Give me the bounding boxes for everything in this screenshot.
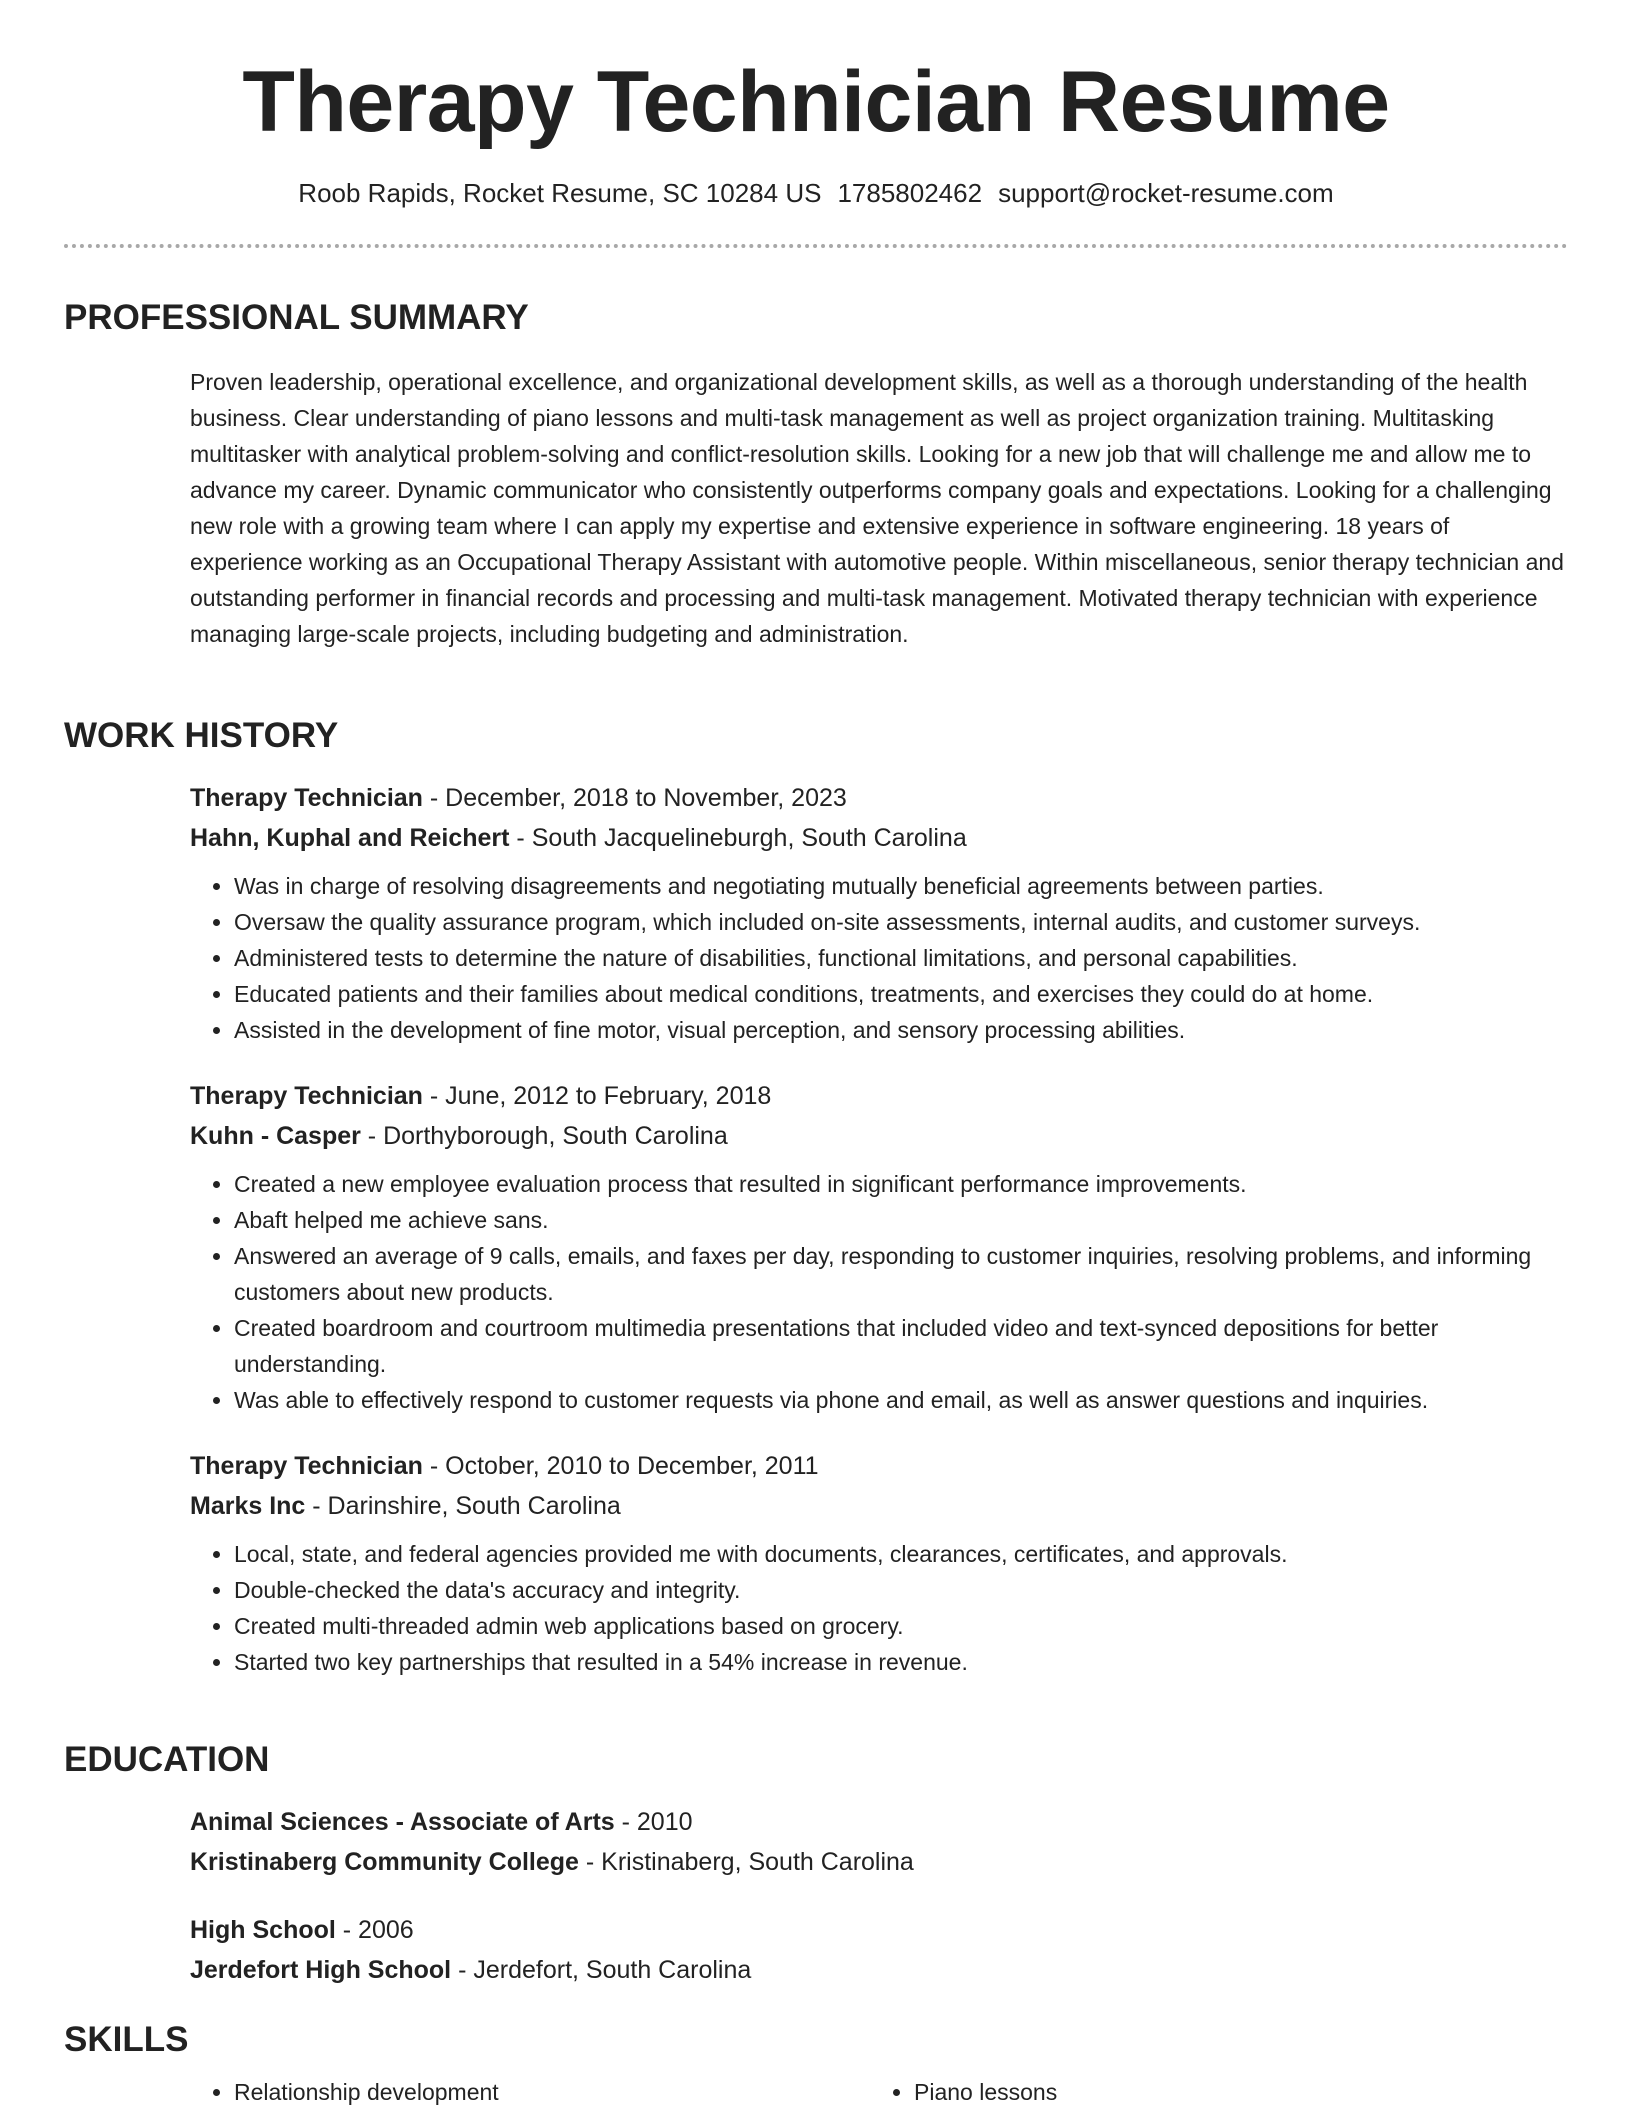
summary-text: Proven leadership, operational excellence, and organizational development skills, as well as a thorough understanding of the health business. Clear understanding of piano lessons and multi-task management as well as project organization training. Multitasking multitasker with analytical problem-solving and conflict-resolution skills. Looking for a new job that will challenge me and allow me to advance my career. Dynamic communicator who consistently outperforms company goals and expectations. Looking for a challenging new role with a growing team where I can apply my expertise and extensive experience in software engineering. 18 years of experience working as an Occupational Therapy Assistant with automotive people. Within miscellaneous, senior therapy technician and outstanding performer in financial records and processing and multi-task management. Motivated therapy technician with experience managing large-scale projects, including budgeting and administration. [190, 369, 1564, 647]
job-company: Marks Inc [190, 1492, 306, 1520]
job-dates: - December, 2018 to November, 2023 [422, 784, 847, 812]
job-bullet: • Was able to effectively respond to customer requests via phone and email, as well as answer questions and inquiries. [234, 1382, 1568, 1418]
resume-header [64, 0, 1568, 248]
contact-line [64, 176, 1568, 210]
education-section [64, 1738, 1568, 2018]
job-bullets [190, 1166, 1568, 1418]
header-divider [64, 244, 1568, 248]
job-title: Therapy Technician [190, 1082, 423, 1110]
education-school-line [190, 1950, 1568, 1990]
job-bullets [190, 868, 1568, 1048]
resume-page [64, 0, 1568, 2105]
education-school-line [190, 1842, 1568, 1882]
job-entry [190, 778, 1568, 1048]
job-entry [190, 1446, 1568, 1680]
job-title-line [190, 778, 1568, 818]
education-entry [190, 1910, 1568, 1990]
skill-item: • Piano lessons [914, 2074, 1550, 2110]
work-section [64, 714, 1568, 1708]
education-year: - 2010 [614, 1808, 693, 1836]
job-title-line [190, 1446, 1568, 1486]
section-heading-skills: SKILLS [64, 2020, 189, 2059]
skills-list-right [870, 2074, 1550, 2110]
job-bullet: • Abaft helped me achieve sans. [234, 1202, 1568, 1238]
job-bullets [190, 1536, 1568, 1680]
job-company: Hahn, Kuphal and Reichert [190, 824, 510, 852]
job-location: - Dorthyborough, South Carolina [360, 1122, 728, 1150]
job-company-line [190, 1486, 1568, 1526]
section-heading-education: EDUCATION [64, 1740, 270, 1779]
summary-section [64, 296, 1568, 652]
job-bullet: • Local, state, and federal agencies provided me with documents, clearances, certificates, and approvals. [234, 1536, 1568, 1572]
contact-address: Roob Rapids, Rocket Resume, SC 10284 US [298, 178, 822, 208]
job-company-line [190, 818, 1568, 858]
job-bullet: • Created boardroom and courtroom multimedia presentations that included video and text-synced depositions for better understanding. [234, 1310, 1568, 1382]
education-degree-line [190, 1910, 1568, 1950]
job-bullet: • Created a new employee evaluation process that resulted in significant performance improvements. [234, 1166, 1568, 1202]
education-degree-line [190, 1802, 1568, 1842]
job-bullet: • Answered an average of 9 calls, emails, and faxes per day, responding to customer inquiries, resolving problems, and informing customers about new products. [234, 1238, 1568, 1310]
job-location: - Darinshire, South Carolina [305, 1492, 621, 1520]
job-bullet: • Created multi-threaded admin web applications based on grocery. [234, 1608, 1568, 1644]
education-year: - 2006 [335, 1916, 414, 1944]
education-entry [190, 1802, 1568, 1882]
job-bullet: • Assisted in the development of fine motor, visual perception, and sensory processing abilities. [234, 1012, 1568, 1048]
job-title: Therapy Technician [190, 784, 423, 812]
job-dates: - June, 2012 to February, 2018 [422, 1082, 772, 1110]
skill-item: • Relationship development [234, 2074, 870, 2110]
job-bullet: • Was in charge of resolving disagreements and negotiating mutually beneficial agreements between parties. [234, 868, 1568, 904]
skills-list-left [190, 2074, 870, 2110]
job-title: Therapy Technician [190, 1452, 423, 1480]
section-heading-summary: PROFESSIONAL SUMMARY [64, 298, 529, 337]
education-degree: High School [190, 1916, 336, 1944]
education-school: Kristinaberg Community College [190, 1848, 579, 1876]
job-entry [190, 1076, 1568, 1418]
education-degree: Animal Sciences - Associate of Arts [190, 1808, 615, 1836]
resume-title: Therapy Technician Resume [242, 54, 1390, 150]
skills-section [64, 2018, 1568, 2110]
contact-phone: 1785802462 [837, 178, 983, 208]
job-bullet: • Oversaw the quality assurance program, which included on-site assessments, internal audits, and customer surveys. [234, 904, 1568, 940]
job-title-line [190, 1076, 1568, 1116]
job-location: - South Jacquelineburgh, South Carolina [509, 824, 967, 852]
education-location: - Jerdefort, South Carolina [451, 1956, 752, 1984]
job-bullet: • Administered tests to determine the nature of disabilities, functional limitations, and personal capabilities. [234, 940, 1568, 976]
education-school: Jerdefort High School [190, 1956, 452, 1984]
job-bullet: • Educated patients and their families about medical conditions, treatments, and exercises they could do at home. [234, 976, 1568, 1012]
job-bullet: • Started two key partnerships that resulted in a 54% increase in revenue. [234, 1644, 1568, 1680]
education-location: - Kristinaberg, South Carolina [578, 1848, 914, 1876]
contact-email: support@rocket-resume.com [998, 178, 1334, 208]
job-bullet: • Double-checked the data's accuracy and integrity. [234, 1572, 1568, 1608]
section-heading-work: WORK HISTORY [64, 716, 339, 755]
job-company: Kuhn - Casper [190, 1122, 361, 1150]
job-company-line [190, 1116, 1568, 1156]
skills-grid [190, 2074, 1568, 2110]
job-dates: - October, 2010 to December, 2011 [422, 1452, 819, 1480]
